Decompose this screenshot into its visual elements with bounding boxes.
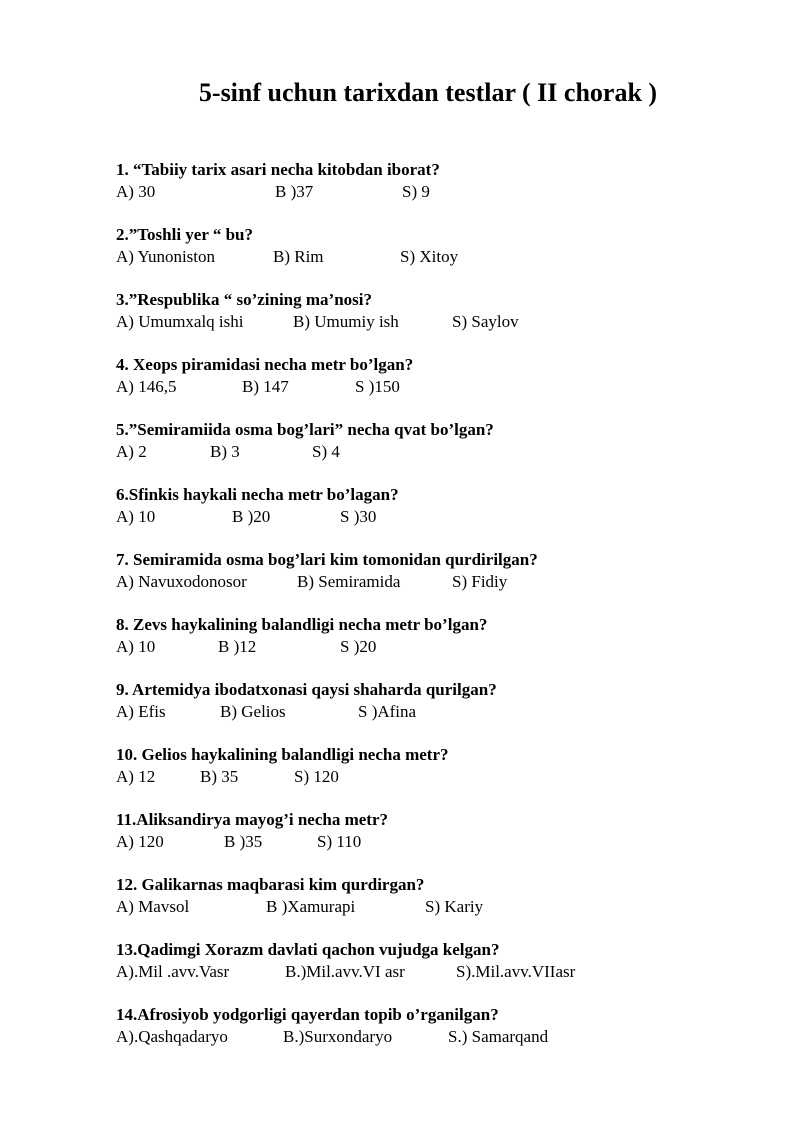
question-5 (116, 419, 776, 463)
answer-b: B )35 (224, 832, 263, 851)
answer-a: A) 10 (116, 637, 156, 656)
question-1 (116, 159, 776, 203)
answer-options (116, 506, 776, 528)
answer-options (116, 831, 776, 853)
answer-a: A) Mavsol (116, 897, 190, 916)
answer-a: A) 12 (116, 767, 156, 786)
answer-b: B) Gelios (220, 702, 286, 721)
question-text: 7. Semiramida osma bog’lari kim tomonidan qurdirilgan? (116, 550, 538, 569)
answer-s: S.) Samarqand (448, 1027, 549, 1046)
question-14 (116, 1004, 776, 1048)
answer-b: B) Rim (273, 247, 324, 266)
answer-options (116, 246, 776, 268)
answer-b: B )12 (218, 637, 257, 656)
answer-a: A) Efis (116, 702, 166, 721)
question-text: 13.Qadimgi Xorazm davlati qachon vujudga kelgan? (116, 940, 500, 959)
answer-b: B )37 (275, 182, 314, 201)
answer-a: A) 146,5 (116, 377, 177, 396)
question-text: 14.Afrosiyob yodgorligi qayerdan topib o’rganilgan? (116, 1005, 499, 1024)
answer-options (116, 766, 776, 788)
answer-options (116, 376, 776, 398)
question-text: 6.Sfinkis haykali necha metr bo’lagan? (116, 485, 399, 504)
answer-b: B )Xamurapi (266, 897, 356, 916)
question-7 (116, 549, 776, 593)
question-text: 9. Artemidya ibodatxonasi qaysi shaharda qurilgan? (116, 680, 497, 699)
question-12 (116, 874, 776, 918)
answer-a: A) 30 (116, 182, 156, 201)
answer-options (116, 701, 776, 723)
answer-b: B) 3 (210, 442, 240, 461)
answer-a: A).Qashqadaryo (116, 1027, 228, 1046)
answer-b: B) Semiramida (297, 572, 401, 591)
answer-options (116, 311, 776, 333)
question-10 (116, 744, 776, 788)
answer-s: S) Saylov (452, 312, 519, 331)
question-text: 1. “Tabiiy tarix asari necha kitobdan iborat? (116, 160, 440, 179)
question-11 (116, 809, 776, 853)
answer-a: A) Yunoniston (116, 247, 216, 266)
answer-s: S )Afina (358, 702, 417, 721)
answer-s: S )150 (355, 377, 400, 396)
question-text: 3.”Respublika “ so’zining ma’nosi? (116, 290, 372, 309)
page-title: 5-sinf uchun tarixdan testlar ( II chorak ) (198, 78, 658, 107)
answer-s: S )30 (340, 507, 377, 526)
answer-b: B) 35 (200, 767, 239, 786)
answer-s: S) Fidiy (452, 572, 508, 591)
answer-options (116, 636, 776, 658)
answer-b: B) 147 (242, 377, 289, 396)
answer-s: S).Mil.avv.VIIasr (456, 962, 576, 981)
answer-options (116, 571, 776, 593)
answer-s: S) 110 (317, 832, 362, 851)
answer-b: B.)Surxondaryo (283, 1027, 393, 1046)
answer-s: S) 9 (402, 182, 430, 201)
question-text: 10. Gelios haykalining balandligi necha metr? (116, 745, 449, 764)
answer-options (116, 896, 776, 918)
answer-s: S) 120 (294, 767, 339, 786)
answer-b: B )20 (232, 507, 271, 526)
answer-options (116, 961, 776, 983)
answer-a: A) Navuxodonosor (116, 572, 247, 591)
answer-s: S) Kariy (425, 897, 484, 916)
question-3 (116, 289, 776, 333)
answer-options (116, 181, 776, 203)
answer-options (116, 1026, 776, 1048)
answer-a: A) 120 (116, 832, 164, 851)
answer-s: S) 4 (312, 442, 340, 461)
answer-a: A) 10 (116, 507, 156, 526)
question-text: 5.”Semiramiida osma bog’lari” necha qvat bo’lgan? (116, 420, 494, 439)
answer-s: S) Xitoy (400, 247, 459, 266)
question-text: 4. Xeops piramidasi necha metr bo’lgan? (116, 355, 414, 374)
answer-a: A) 2 (116, 442, 147, 461)
answer-b: B) Umumiy ish (293, 312, 399, 331)
answer-a: A) Umumxalq ishi (116, 312, 244, 331)
answer-s: S )20 (340, 637, 377, 656)
answer-a: A).Mil .avv.Vasr (116, 962, 230, 981)
question-6 (116, 484, 776, 528)
question-9 (116, 679, 776, 723)
question-13 (116, 939, 776, 983)
question-text: 12. Galikarnas maqbarasi kim qurdirgan? (116, 875, 425, 894)
question-4 (116, 354, 776, 398)
question-text: 11.Aliksandirya mayog’i necha metr? (116, 810, 388, 829)
question-text: 8. Zevs haykalining balandligi necha metr bo’lgan? (116, 615, 488, 634)
answer-options (116, 441, 776, 463)
answer-b: B.)Mil.avv.VI asr (285, 962, 405, 981)
question-text: 2.”Toshli yer “ bu? (116, 225, 253, 244)
question-8 (116, 614, 776, 658)
question-2 (116, 224, 776, 268)
